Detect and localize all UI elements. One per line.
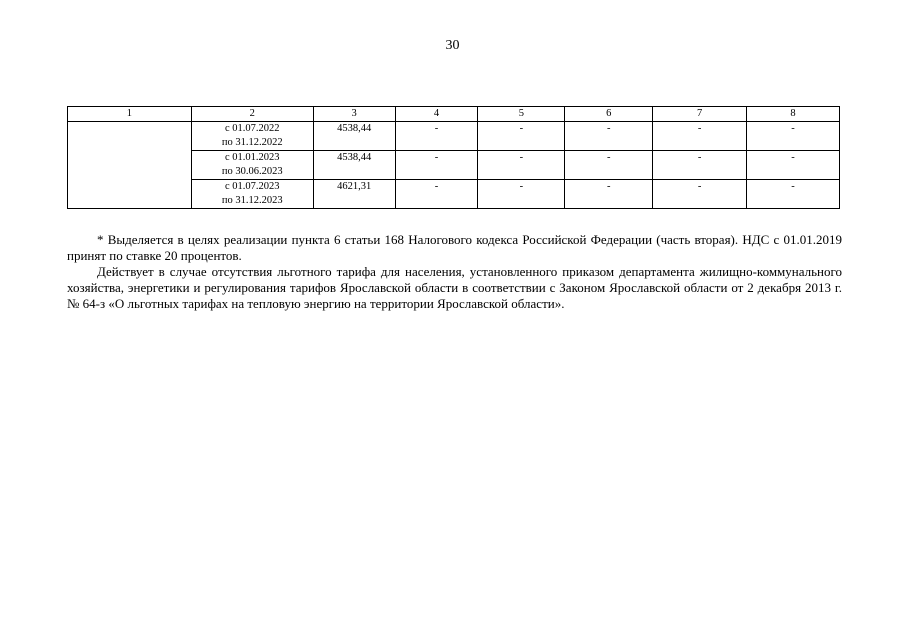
column-header-1: 1 bbox=[68, 107, 192, 122]
column-header-4: 4 bbox=[395, 107, 478, 122]
table-cell-8: - bbox=[747, 180, 840, 209]
table-cell-value: 4538,44 bbox=[313, 122, 395, 151]
table-cell-4: - bbox=[395, 180, 478, 209]
period-to: по 31.12.2022 bbox=[221, 137, 283, 148]
tariff-table bbox=[67, 106, 840, 209]
period-from: с 01.07.2023 bbox=[224, 181, 280, 192]
table-cell-7: - bbox=[653, 151, 747, 180]
table-cell-period bbox=[191, 122, 313, 151]
column-header-8: 8 bbox=[747, 107, 840, 122]
table-cell-4: - bbox=[395, 151, 478, 180]
column-header-5: 5 bbox=[478, 107, 565, 122]
table-cell-5: - bbox=[478, 180, 565, 209]
table-header-row bbox=[68, 107, 840, 122]
period-from: с 01.07.2022 bbox=[224, 123, 280, 134]
table-cell-6: - bbox=[565, 180, 653, 209]
column-header-2: 2 bbox=[191, 107, 313, 122]
table-cell-4: - bbox=[395, 122, 478, 151]
table-cell-7: - bbox=[653, 180, 747, 209]
table-cell-value: 4538,44 bbox=[313, 151, 395, 180]
table-cell-period bbox=[191, 151, 313, 180]
notes-section bbox=[67, 232, 842, 312]
table-row bbox=[68, 122, 840, 151]
period-to: по 30.06.2023 bbox=[221, 166, 283, 177]
table-cell-period bbox=[191, 180, 313, 209]
clause-paragraph: Действует в случае отсутствия льготного тарифа для населения, установленного приказом департамента жилищно-коммунального хозяйства, энергетики и регулирования тарифов Ярославской области в соответствии с Законом Ярославской области от 2 декабря 2013 г. № 64-з «О льготных тарифах на тепловую энергию на территории Ярославской области». bbox=[67, 264, 842, 311]
table-cell-8: - bbox=[747, 122, 840, 151]
table-cell-6: - bbox=[565, 151, 653, 180]
table-cell-5: - bbox=[478, 151, 565, 180]
table-cell-value: 4621,31 bbox=[313, 180, 395, 209]
table-cell-6: - bbox=[565, 122, 653, 151]
table-cell-7: - bbox=[653, 122, 747, 151]
table-cell-category bbox=[68, 122, 192, 209]
period-to: по 31.12.2023 bbox=[221, 195, 283, 206]
period-from: с 01.01.2023 bbox=[224, 152, 280, 163]
table-cell-8: - bbox=[747, 151, 840, 180]
page-number: 30 bbox=[445, 38, 460, 53]
column-header-3: 3 bbox=[313, 107, 395, 122]
footnote-paragraph: * Выделяется в целях реализации пункта 6 статьи 168 Налогового кодекса Российской Федерации (часть вторая). НДС с 01.01.2019 принят по ставке 20 процентов. bbox=[67, 232, 842, 263]
column-header-7: 7 bbox=[653, 107, 747, 122]
table-cell-5: - bbox=[478, 122, 565, 151]
column-header-6: 6 bbox=[565, 107, 653, 122]
